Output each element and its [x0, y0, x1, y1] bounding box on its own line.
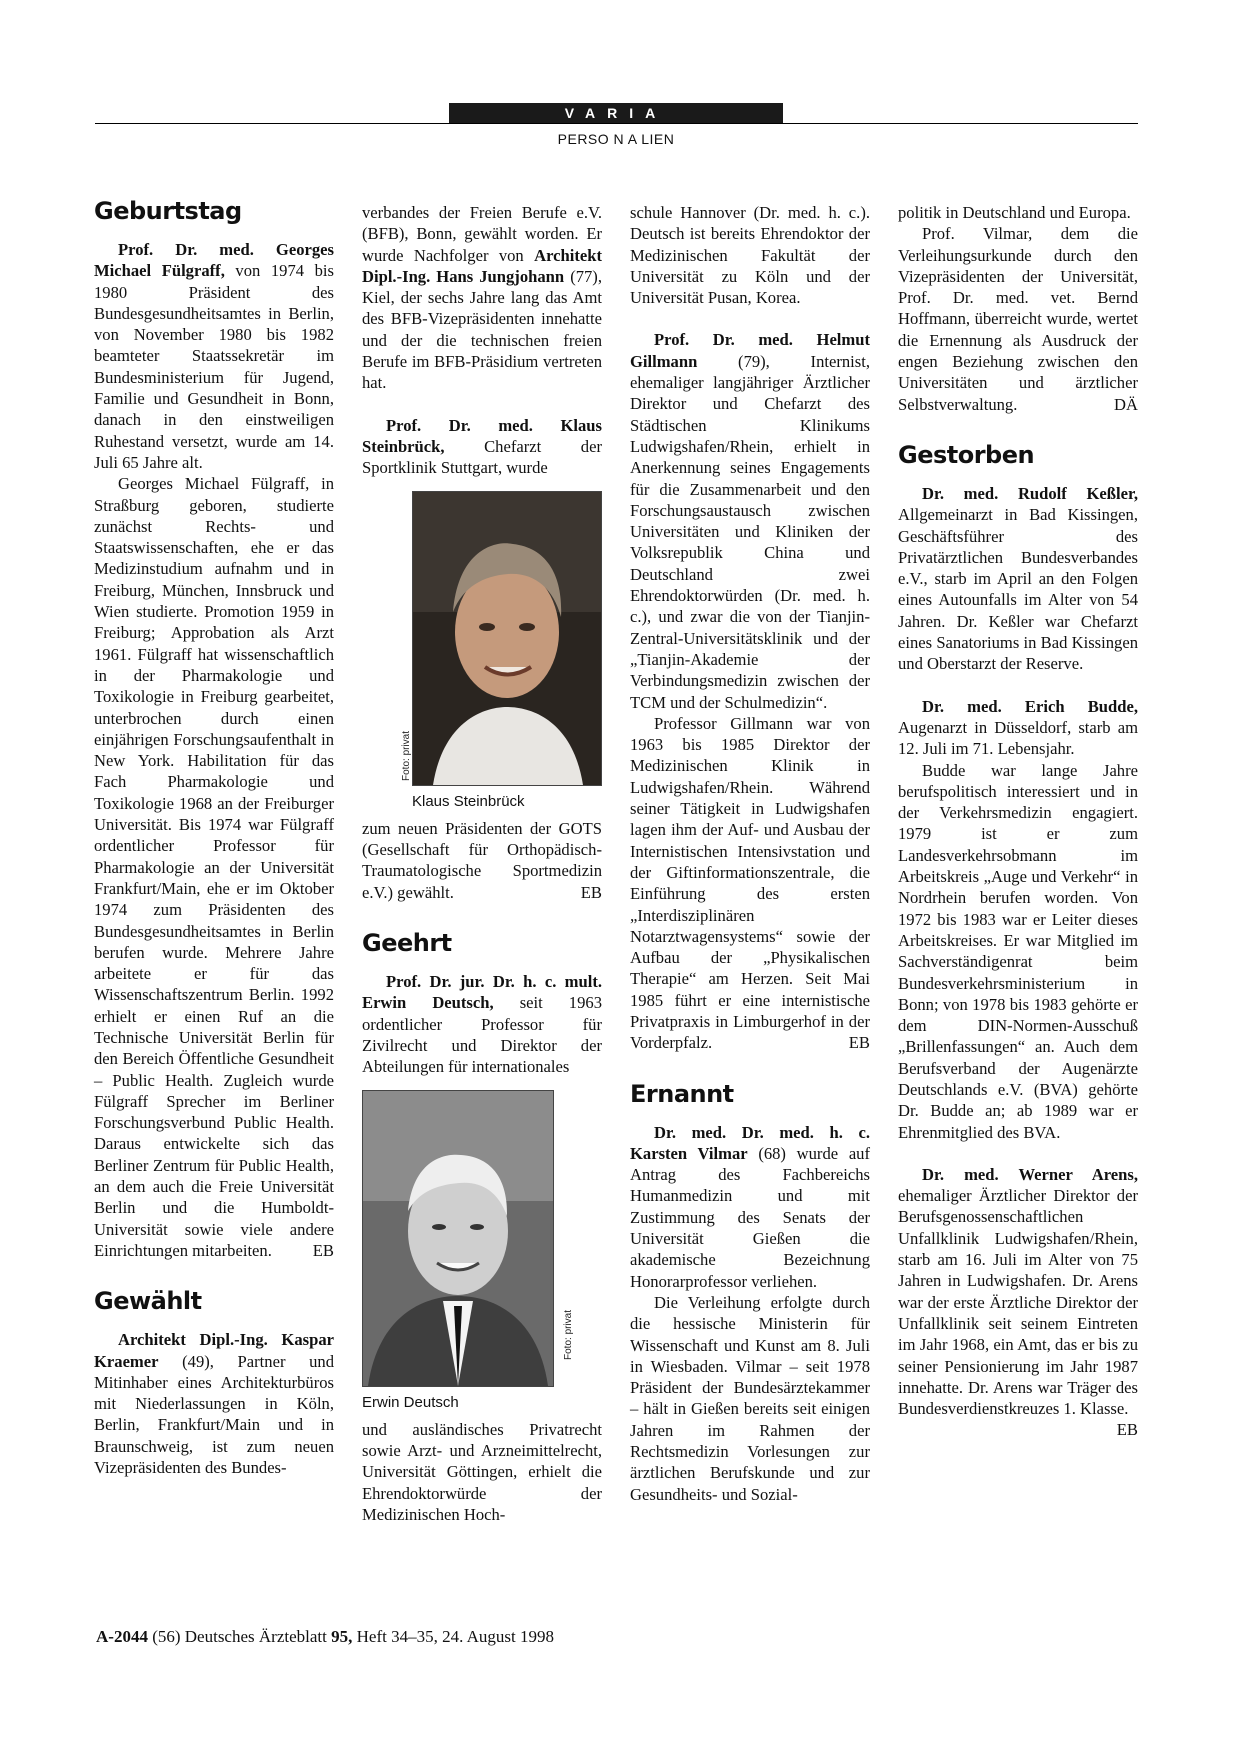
paragraph	[630, 713, 870, 1054]
heading-ernannt: Ernannt	[630, 1079, 734, 1108]
paragraph-text: politik in Deutschland und Europa.	[898, 203, 1131, 222]
photo-frame	[412, 491, 602, 786]
paragraph-text: (79), Internist, ehemaliger langjähriger Ärztlicher Direktor und Chefarzt des Städtischen Klinikums Ludwigshafen/Rhein, erhielt in Anerkennung seines Engagements für die Zusammenarbeit und den Forschungsaustausch zwischen Universitäten und Kliniken der Volksrepublik China und Deutschland zwei Ehrendoktorwürden (Dr. med. h. c.), und zwar die von der Tianjin-Zentral-Universitätsklinik und der „Tianjin-Akademie der Verbindungsmedizin zwischen der TCM und der Schulmedizin“.	[630, 351, 870, 712]
column-4	[898, 202, 1138, 1441]
section-banner: VARIA	[449, 103, 783, 123]
paragraph	[898, 202, 1138, 223]
paragraph	[630, 1122, 870, 1292]
author-signature: EB	[312, 1240, 334, 1260]
photo-credit: Foto: privat	[401, 730, 412, 781]
paragraph-text: Die Verleihung erfolgte durch die hessische Ministerin für Wissenschaft und Kunst am 8. Juli in Wiesbaden. Vilmar – seit 1978 Präsident der Bundesärztekammer – hält in Gießen bereits seit einigen Jahren im Rahmen der Rechtsmedizin Vorlesungen zur ärztlichen Berufskunde und zur Gesundheits- und Sozial-	[630, 1292, 870, 1504]
person-name: Prof. Dr. jur. Dr. h. c. mult. Erwin Deutsch,	[362, 972, 602, 1013]
paragraph-text: von 1974 bis 1980 Präsident des Bundesgesundheitsamtes in Berlin, von November 1980 bis 1982 beamteter Staatssekretär im Bundesministerium für Jugend, Familie und Gesundheit in Bonn, danach in den einstweiligen Ruhestand versetzt, wurde am 14. Juli 65 Jahre alt.	[94, 261, 334, 472]
paragraph	[362, 202, 602, 394]
heading-gewaehlt: Gewählt	[94, 1287, 202, 1316]
column-3	[630, 202, 870, 1505]
person-name: Dr. med. Dr. med. h. c. Karsten Vilmar	[630, 1122, 870, 1163]
heading-gestorben: Gestorben	[898, 440, 1035, 469]
paragraph-text: schule Hannover (Dr. med. h. c.). Deutsch ist bereits Ehrendoktor der Medizinischen Fakultät der Universität zu Köln und der Universität Pusan, Korea.	[630, 203, 870, 308]
author-signature: EB	[848, 1033, 870, 1053]
issue-date: Heft 34–35, 24. August 1998	[352, 1627, 555, 1646]
person-name: Prof. Dr. med. Helmut Gillmann	[630, 330, 870, 371]
heading-geburtstag: Geburtstag	[94, 197, 242, 225]
paragraph	[630, 202, 870, 308]
paragraph-text: Chefarzt der Sportklinik Stuttgart, wurde	[362, 436, 602, 478]
paragraph	[898, 223, 1138, 415]
photo-klaus-steinbrueck	[401, 491, 602, 812]
header-rule	[95, 123, 1138, 124]
person-name: Architekt Dipl.-Ing. Hans Jungjohann	[362, 245, 602, 286]
author-signature: DÄ	[1114, 394, 1138, 414]
author-signature: EB	[580, 882, 602, 902]
paragraph	[94, 239, 334, 473]
paragraph-text: ehemaliger Ärztlicher Direktor der Berufsgenossenschaftlichen Unfallklinik Ludwigshafen/Rhein, starb am 16. Juli im Alter von 75 Jahren in Ludwigshafen. Dr. Arens war der erste Ärztliche Direktor der Unfallklinik seit seinem Eintreten im Jahr 1968, ein Amt, das er bis zu seiner Pensionierung im Jahr 1987 innehatte. Dr. Arens war Träger des Bundesverdienstkreuzes 1. Klasse.	[898, 1186, 1138, 1419]
paragraph	[362, 818, 602, 903]
person-name: Architekt Dipl.-Ing. Kaspar Kraemer	[94, 1330, 334, 1371]
page-number: A-2044	[96, 1627, 148, 1646]
photo-frame	[362, 1090, 554, 1387]
volume: 95,	[331, 1627, 353, 1646]
paragraph-text: Augenarzt in Düsseldorf, starb am 12. Juli im 71. Lebensjahr.	[898, 717, 1138, 759]
paragraph	[362, 971, 602, 1077]
person-name: Dr. med. Rudolf Keßler,	[922, 483, 1138, 503]
person-name: Prof. Dr. med. Georges Michael Fülgraff,	[94, 240, 334, 281]
paragraph	[630, 329, 870, 712]
person-name: Prof. Dr. med. Klaus Steinbrück,	[362, 415, 602, 456]
photo-caption: Erwin Deutsch	[362, 1393, 459, 1411]
column-2	[362, 202, 602, 1525]
paragraph-text: zum neuen Präsidenten der GOTS (Gesellschaft für Orthopädisch-Traumatologische Sportmedizin e.V.) gewählt.	[362, 818, 602, 902]
subsection-label: PERSO N A LIEN	[557, 131, 675, 147]
paragraph	[94, 1329, 334, 1478]
paragraph-text: Georges Michael Fülgraff, in Straßburg geboren, studierte zunächst Rechts- und Staatswissenschaften, ehe er das Medizinstudium aufnahm und in Freiburg, München, Innsbruck und Wien studierte. Promotion 1959 in Freiburg; Approbation als Arzt 1961. Fülgraff hat wissenschaftlich in der Pharmakologie und Toxikologie in Freiburg gearbeitet, unterbrochen durch einen einjährigen Forschungsaufenthalt in New York. Habilitation für das Fach Pharmakologie und Toxikologie 1968 an der Freiburger Universität. Bis 1974 war Fülgraff ordentlicher Professor für Pharmakologie an der Universität Frankfurt/Main, ehe er im Oktober 1974 zum Präsidenten des Bundesgesundheitsamtes in Berlin berufen wurde. Mehrere Jahre arbeitete er für das Wissenschaftszentrum Berlin. 1992 erhielt er einen Ruf an die Technische Universität Berlin für den Bereich Öffentliche Gesundheit – Public Health. Zugleich wurde Fülgraff Sprecher im Berliner Forschungsverbund Public Health. Daraus entwickelte sich das Berliner Zentrum für Public Health, an dem auch die Freie Universität Berlin und die Humboldt-Universität sowie viele andere Einrichtungen mitarbeiten.	[94, 474, 334, 1260]
author-signature: EB	[1116, 1420, 1138, 1440]
paragraph	[630, 1292, 870, 1505]
page-footer	[96, 1627, 554, 1647]
paragraph	[898, 696, 1138, 760]
paragraph-text: und ausländisches Privatrecht sowie Arzt- und Arzneimittelrecht, Universität Göttingen, erhielt die Ehrendoktorwürde der Medizinischen Hoch-	[362, 1419, 602, 1525]
portrait-photo	[413, 492, 601, 785]
paragraph-text: Professor Gillmann war von 1963 bis 1985 Direktor der Medizinischen Klinik in Ludwigshafen/Rhein. Während seiner Tätigkeit in Ludwigshafen lagen ihm der Auf- und Ausbau der Internistischen Intensivstation und der Giftinformationszentrale, die Einführung des ersten „Interdisziplinären Notarztwagensystems“ sowie der Aufbau der „Physikalischen Therapie“ am Herzen. Seit Mai 1985 führt er eine internistische Privatpraxis in Limburgerhof in der Vorderpfalz.	[630, 713, 870, 1053]
photo-caption: Klaus Steinbrück	[412, 792, 525, 810]
paragraph	[898, 483, 1138, 675]
paragraph-text: verbandes der Freien Berufe e.V. (BFB), Bonn, gewählt worden. Er wurde Nachfolger von	[362, 203, 602, 265]
photo-credit: Foto: privat	[563, 1309, 574, 1360]
paragraph-text: (49), Partner und Mitinhaber eines Architekturbüros mit Niederlassungen in Köln, Berlin, Frankfurt/Main und in Braunschweig, ist zum neuen Vizepräsidenten des Bundes-	[94, 1351, 334, 1478]
paragraph	[898, 760, 1138, 1143]
paragraph	[94, 473, 334, 1261]
paragraph-text: (77), Kiel, der sechs Jahre lang das Amt des BFB-Vizepräsidenten innehatte und der die technischen freien Berufe im BFB-Präsidium vertreten hat.	[362, 266, 602, 393]
paragraph-text: Allgemeinarzt in Bad Kissingen, Geschäftsführer des Privatärztlichen Bundesverbandes e.V., starb im April an den Folgen eines Autounfalls im Alter von 54 Jahren. Dr. Keßler war Chefarzt eines Sanatoriums in Bad Kissingen und Oberstarzt der Reserve.	[898, 505, 1138, 674]
paragraph-text: Budde war lange Jahre berufspolitisch interessiert und in der Verkehrsmedizin engagiert. 1979 ist er zum Landesverkehrsobmann im Arbeitskreis „Auge und Verkehr“ in Nordrhein berufen worden. Von 1972 bis 1983 war er Leiter dieses Arbeitskreises. Er war Mitglied im Sachverständigenrat beim Bundesverkehrsministerium in Bonn; von 1978 bis 1983 gehörte er dem DIN-Normen-Ausschuß „Brillenfassungen“ an. Auch dem Berufsverband der Augenärzte Deutschlands e.V. (BVA) gehörte Dr. Budde an; ab 1989 war er Ehrenmitglied des BVA.	[898, 760, 1138, 1142]
column-1	[94, 197, 334, 1478]
heading-geehrt: Geehrt	[362, 929, 452, 958]
journal-name: (56) Deutsches Ärzteblatt	[147, 1627, 332, 1646]
paragraph	[898, 1164, 1138, 1440]
person-name: Dr. med. Erich Budde,	[922, 696, 1138, 716]
portrait-photo	[363, 1091, 553, 1386]
paragraph-text: Prof. Vilmar, dem die Verleihungsurkunde durch den Vizepräsidenten der Universität, Prof. Dr. med. vet. Bernd Hoffmann, überreicht wurde, wertet die Ernennung als Ausdruck der engen Beziehung zwischen den Universitäten und ärztlicher Selbstverwaltung.	[898, 224, 1138, 414]
person-name: Dr. med. Werner Arens,	[922, 1164, 1138, 1184]
paragraph	[362, 1419, 602, 1525]
paragraph-text: seit 1963 ordentlicher Professor für Zivilrecht und Direktor der Abteilungen für internationales	[362, 993, 602, 1077]
photo-erwin-deutsch	[362, 1090, 602, 1413]
paragraph	[362, 415, 602, 479]
paragraph-text: (68) wurde auf Antrag des Fachbereichs Humanmedizin und mit Zustimmung des Senats der Universität Gießen die akademische Bezeichnung Honorarprofessor verliehen.	[630, 1143, 871, 1291]
